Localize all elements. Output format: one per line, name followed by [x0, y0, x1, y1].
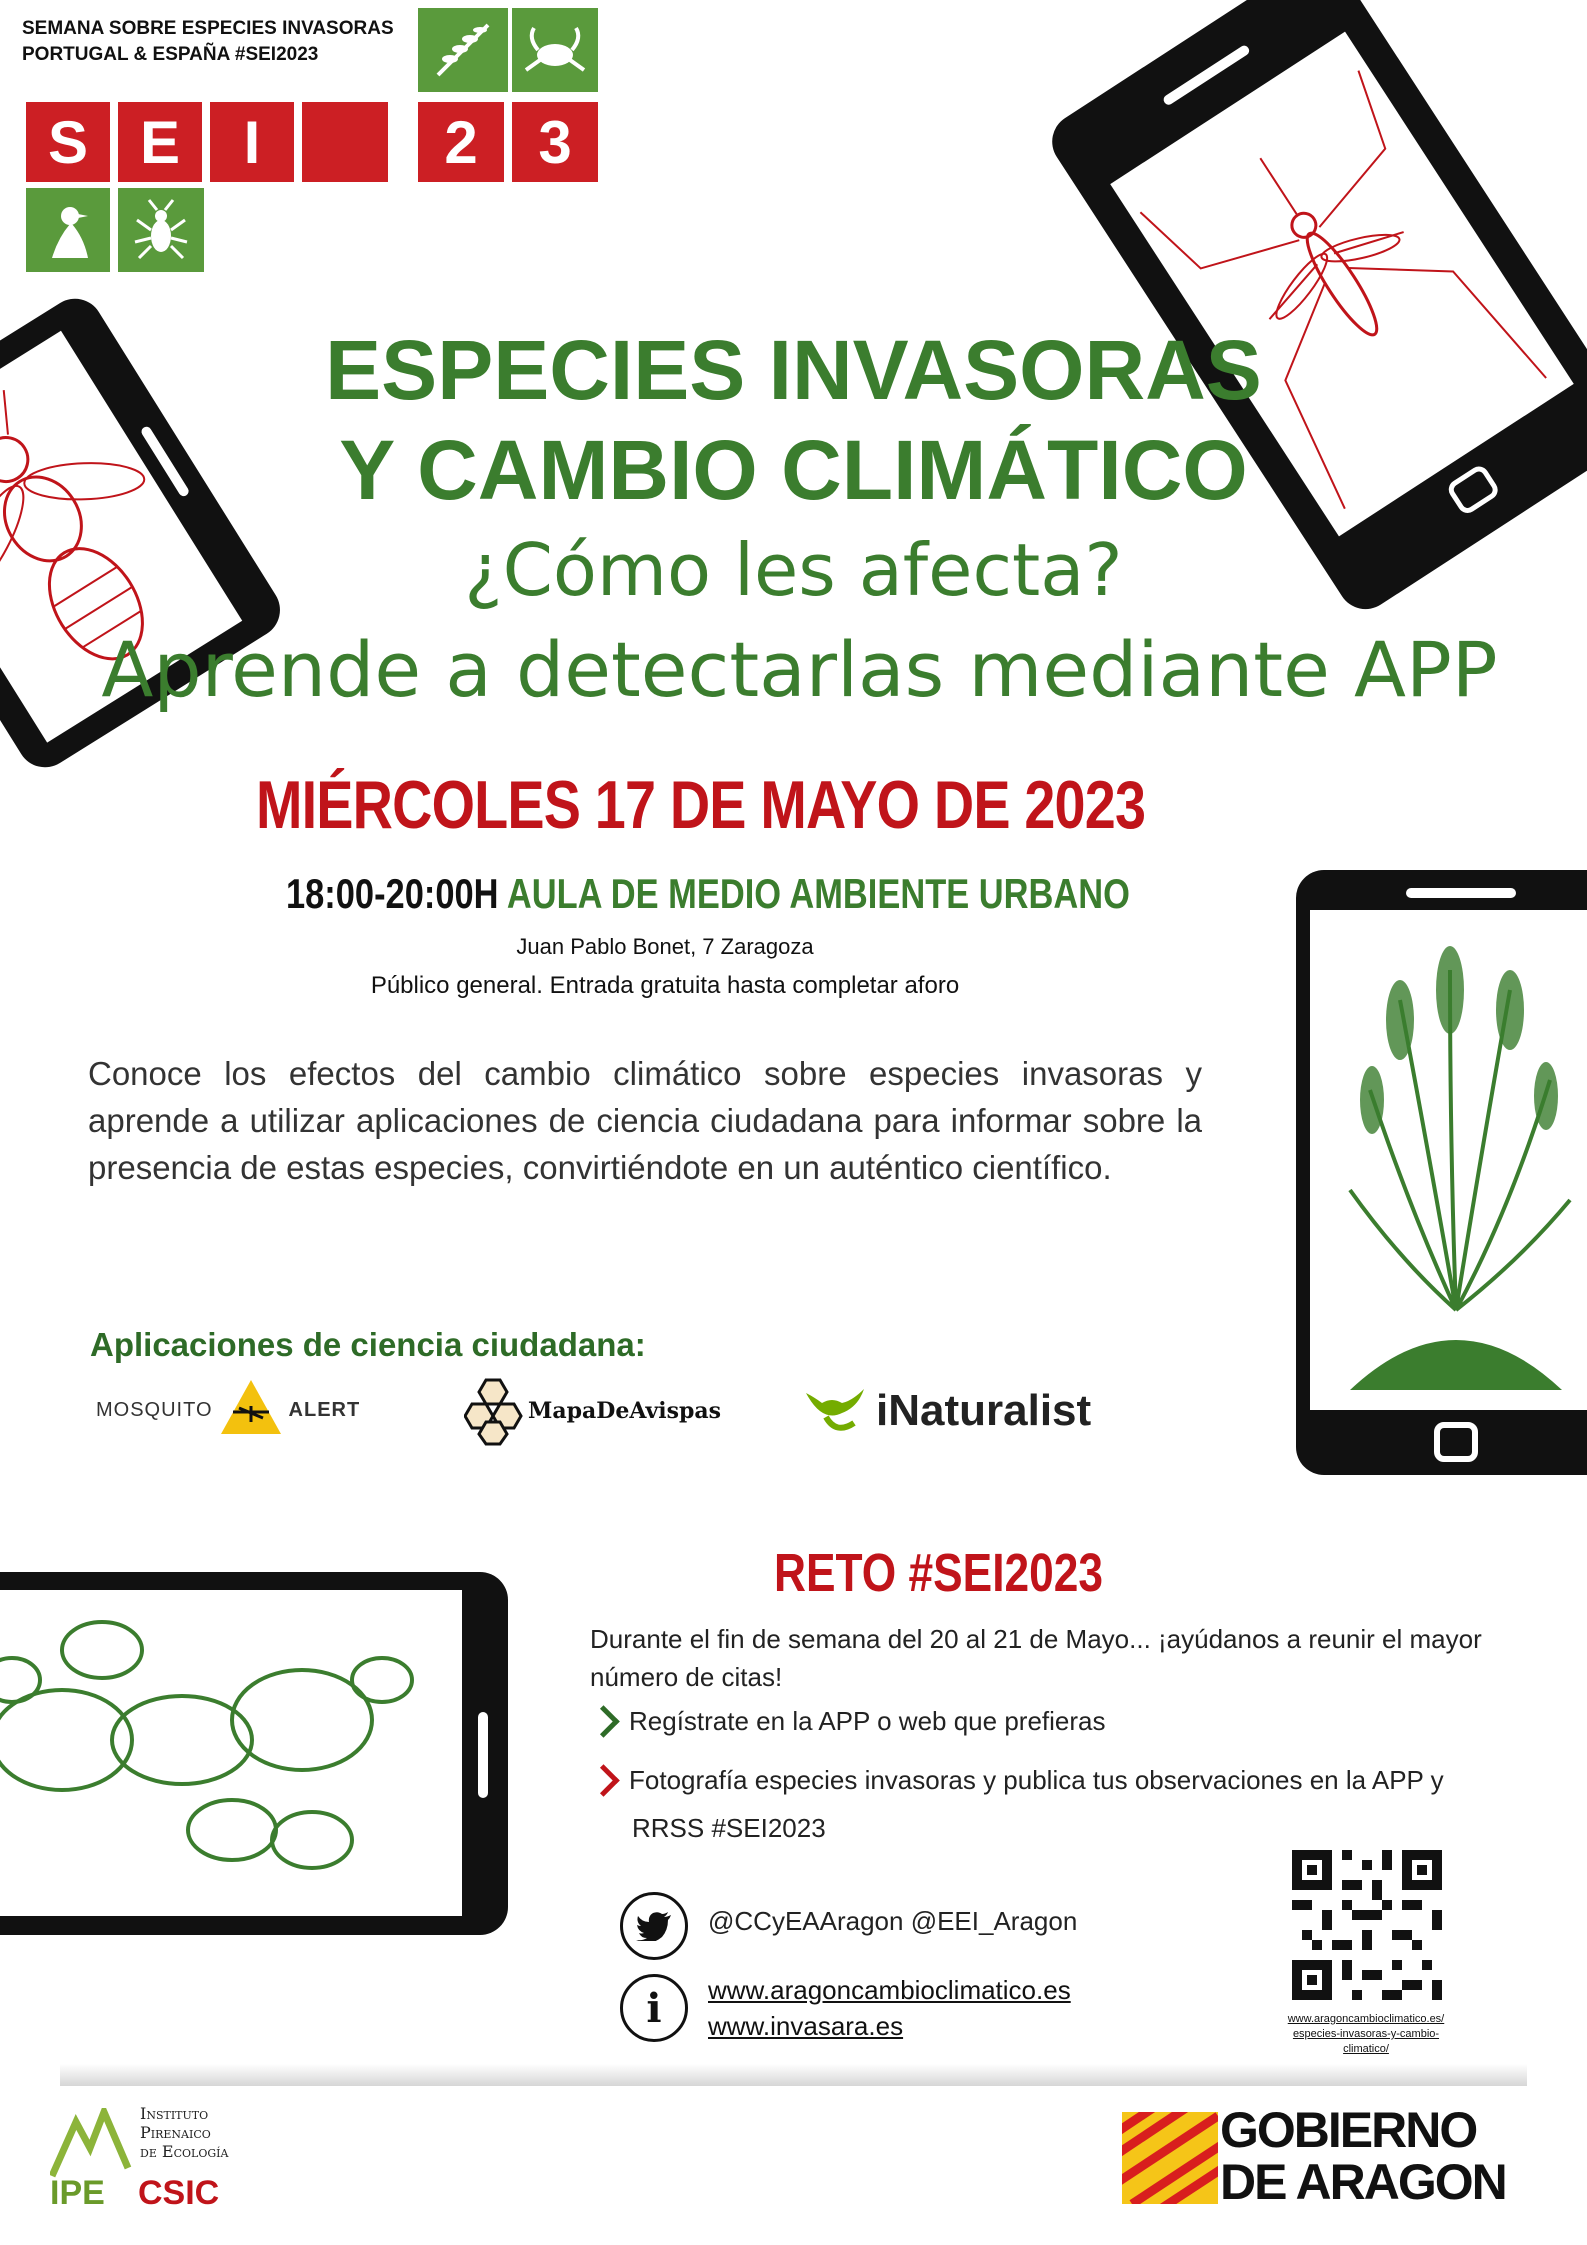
phone-home-button-icon: [1434, 1422, 1478, 1462]
ipe-name-line-1: Instituto: [140, 2104, 209, 2123]
logo-tile-s: S: [26, 102, 110, 182]
mosquito-warning-icon: [219, 1378, 283, 1442]
web-links: [708, 1972, 1071, 2044]
challenge-step-1-text: Regístrate en la APP o web que prefieras: [629, 1706, 1106, 1736]
mountain-icon: [50, 2108, 140, 2178]
qr-caption-line-3: climatico/: [1343, 2043, 1389, 2055]
logo-tile-i: I: [210, 102, 294, 182]
mosquito-alert-text-right: ALERT: [288, 1398, 361, 1421]
phone-screen: [1310, 910, 1587, 1410]
event-date: MIÉRCOLES 17 DE MAYO DE 2023: [256, 767, 1146, 843]
phone-cactus: [0, 1572, 508, 1935]
ipe-short-name: IPE: [50, 2174, 105, 2212]
qr-caption-line-2: especies-invasoras-y-cambio-: [1292, 2028, 1440, 2040]
mapa-de-avispas-app-logo[interactable]: [464, 1374, 721, 1448]
event-venue: AULA DE MEDIO AMBIENTE URBANO: [506, 870, 1130, 917]
event-address: Juan Pablo Bonet, 7 Zaragoza: [516, 934, 814, 959]
crab-tile-icon: [512, 8, 598, 92]
website-link-2[interactable]: www.invasara.es: [708, 2011, 904, 2041]
chevron-right-icon: [587, 1764, 620, 1797]
title-block: [0, 320, 1587, 720]
logo-tile-2: 2: [418, 102, 504, 182]
inaturalist-bird-icon: [802, 1383, 868, 1439]
challenge-step-2-text-2: RRSS #SEI2023: [632, 1813, 826, 1843]
event-access: Público general. Entrada gratuita hasta completar aforo: [370, 972, 960, 999]
phone-grass: [1296, 870, 1587, 1475]
twitter-icon[interactable]: [620, 1892, 688, 1960]
qr-caption-line-1: www.aragoncambioclimatico.es/: [1287, 2013, 1445, 2025]
ipe-name-line-2: Pirenaico: [140, 2123, 211, 2142]
footer-divider: [60, 2064, 1527, 2086]
title-line-1: ESPECIES INVASORAS: [325, 323, 1262, 417]
qr-code[interactable]: [1292, 1850, 1442, 2000]
logo-tile-blank: [302, 102, 388, 182]
plant-tile-icon: [418, 8, 508, 92]
gov-line-2: DE ARAGON: [1220, 2154, 1506, 2210]
event-series-text: [22, 16, 394, 68]
challenge-step-1: [592, 1706, 1105, 1737]
inaturalist-app-logo[interactable]: [802, 1378, 1091, 1444]
challenge-step-2: [592, 1756, 1552, 1852]
ipe-csic-logo: [50, 2104, 290, 2214]
title-question: ¿Cómo les afecta?: [464, 528, 1123, 612]
mosquito-alert-text-left: MOSQUITO: [96, 1398, 213, 1421]
event-time-venue: [286, 870, 1130, 918]
mosquito-alert-app-logo[interactable]: [96, 1380, 360, 1440]
title-subtitle: Aprende a detectarlas mediante APP: [101, 625, 1498, 714]
mapa-de-avispas-text: MapaDeAvispas: [528, 1398, 722, 1424]
inaturalist-text: iNaturalist: [876, 1386, 1092, 1435]
challenge-step-2-text-1: Fotografía especies invasoras y publica tus observaciones en la APP y: [629, 1765, 1444, 1795]
challenge-intro: Durante el fin de semana del 20 al 21 de Mayo... ¡ayúdanos a reunir el mayor número de citas!: [590, 1624, 1482, 1692]
honeycomb-icon: [464, 1376, 534, 1446]
description: Conoce los efectos del cambio climático sobre especies invasoras y aprende a utilizar aplicaciones de ciencia ciudadana para informar sobre la presencia de estas especies, convirtiéndote en un auténtico científico.: [88, 1055, 1202, 1186]
aragon-flag-icon: [1122, 2112, 1218, 2204]
phone-screen: [0, 1590, 462, 1916]
gobierno-aragon-text: [1220, 2104, 1506, 2208]
qr-caption[interactable]: [1230, 2012, 1502, 2057]
bird-tile-icon: [26, 188, 110, 272]
csic-name: CSIC: [138, 2174, 220, 2212]
event-line-2: PORTUGAL & ESPAÑA #SEI2023: [22, 44, 319, 65]
pampas-grass-illustration-icon: [1310, 910, 1587, 1410]
chevron-right-icon: [587, 1705, 620, 1738]
ipe-full-name: [140, 2104, 228, 2161]
info-icon: i: [620, 1974, 688, 2042]
ipe-name-line-3: de Ecología: [140, 2142, 229, 2161]
event-line-1: SEMANA SOBRE ESPECIES INVASORAS: [22, 18, 394, 39]
logo-tile-e: E: [118, 102, 202, 182]
website-link-1[interactable]: www.aragoncambioclimatico.es: [708, 1975, 1071, 2005]
title-line-2: Y CAMBIO CLIMÁTICO: [339, 423, 1248, 517]
logo-tile-3: 3: [512, 102, 598, 182]
gov-line-1: GOBIERNO: [1220, 2102, 1477, 2158]
apps-heading: Aplicaciones de ciencia ciudadana:: [90, 1326, 646, 1363]
challenge-title: RETO #SEI2023: [774, 1543, 1104, 1603]
prickly-pear-cactus-illustration-icon: [0, 1590, 462, 1916]
insect-tile-icon: [118, 188, 204, 272]
event-time: 18:00-20:00H: [286, 870, 499, 917]
twitter-handles[interactable]: @CCyEAAragon @EEI_Aragon: [708, 1906, 1078, 1936]
